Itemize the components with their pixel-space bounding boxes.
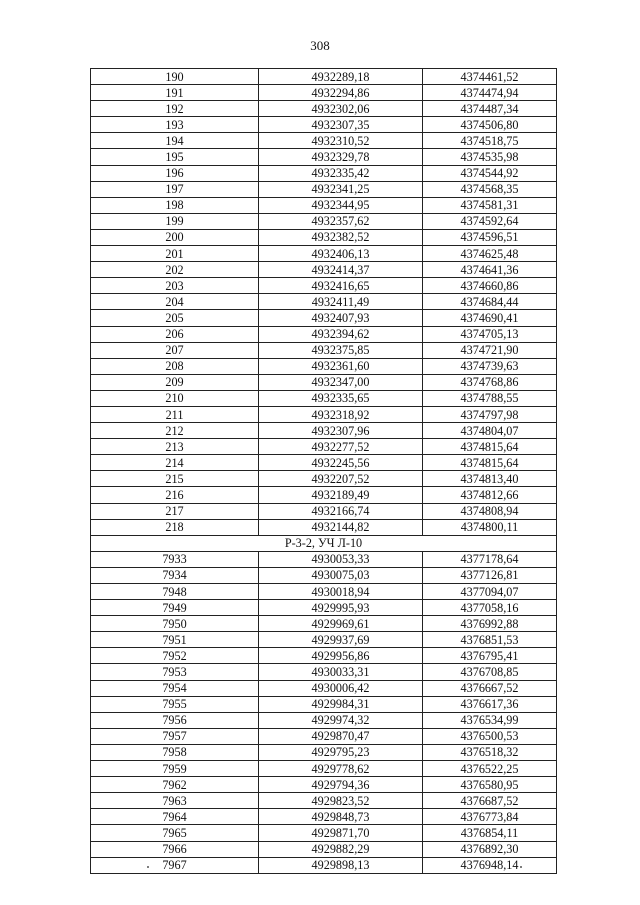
table-row (91, 439, 557, 455)
table-row (91, 149, 557, 165)
y-coordinate-cell: 4377126,81 (423, 567, 557, 583)
table-row (91, 519, 557, 535)
y-coordinate-cell: 4376992,88 (423, 616, 557, 632)
y-coordinate-cell: 4376708,85 (423, 664, 557, 680)
x-coordinate-cell: 4932207,52 (259, 471, 423, 487)
x-coordinate-cell: 4932329,78 (259, 149, 423, 165)
y-coordinate-cell: 4376851,53 (423, 632, 557, 648)
point-number-cell: 7934 (91, 567, 259, 583)
point-number-cell: 200 (91, 229, 259, 245)
y-coordinate-cell: 4376795,41 (423, 648, 557, 664)
point-number-cell: 7966 (91, 841, 259, 857)
y-coordinate-cell: 4374739,63 (423, 358, 557, 374)
x-coordinate-cell: 4929871,70 (259, 825, 423, 841)
x-coordinate-cell: 4929974,32 (259, 712, 423, 728)
point-number-cell: 216 (91, 487, 259, 503)
table-row (91, 181, 557, 197)
x-coordinate-cell: 4929995,93 (259, 600, 423, 616)
table-row (91, 632, 557, 648)
y-coordinate-cell: 4374487,34 (423, 101, 557, 117)
x-coordinate-cell: 4929984,31 (259, 696, 423, 712)
x-coordinate-cell: 4929969,61 (259, 616, 423, 632)
x-coordinate-cell: 4929870,47 (259, 728, 423, 744)
x-coordinate-cell: 4930033,31 (259, 664, 423, 680)
point-number-cell: 195 (91, 149, 259, 165)
y-coordinate-cell: 4374788,55 (423, 390, 557, 406)
y-coordinate-cell: 4374461,52 (423, 69, 557, 85)
x-coordinate-cell: 4932144,82 (259, 519, 423, 535)
table-row (91, 213, 557, 229)
table-row (91, 326, 557, 342)
table-row (91, 406, 557, 422)
y-coordinate-cell: 4374804,07 (423, 423, 557, 439)
y-coordinate-cell: 4376854,11 (423, 825, 557, 841)
table-row (91, 165, 557, 181)
section-title: Р-3-2, УЧ Л-10 (91, 535, 557, 551)
x-coordinate-cell: 4932406,13 (259, 246, 423, 262)
y-coordinate-cell: 4374568,35 (423, 181, 557, 197)
x-coordinate-cell: 4929937,69 (259, 632, 423, 648)
table-row (91, 696, 557, 712)
x-coordinate-cell: 4932335,65 (259, 390, 423, 406)
y-coordinate-cell: 4376580,95 (423, 777, 557, 793)
y-coordinate-cell: 4374690,41 (423, 310, 557, 326)
table-row (91, 197, 557, 213)
x-coordinate-cell: 4930053,33 (259, 551, 423, 567)
x-coordinate-cell: 4929848,73 (259, 809, 423, 825)
point-number-cell: 199 (91, 213, 259, 229)
table-row (91, 85, 557, 101)
table-row (91, 648, 557, 664)
y-coordinate-cell: 4374625,48 (423, 246, 557, 262)
x-coordinate-cell: 4932347,00 (259, 374, 423, 390)
y-coordinate-cell: 4374535,98 (423, 149, 557, 165)
point-number-cell: 211 (91, 406, 259, 422)
y-coordinate-cell: 4374800,11 (423, 519, 557, 535)
table-row (91, 390, 557, 406)
x-coordinate-cell: 4932245,56 (259, 455, 423, 471)
y-coordinate-cell: 4376667,52 (423, 680, 557, 696)
y-coordinate-cell: 4374684,44 (423, 294, 557, 310)
x-coordinate-cell: 4932302,06 (259, 101, 423, 117)
table-row (91, 487, 557, 503)
table-row (91, 728, 557, 744)
table-row (91, 600, 557, 616)
table-row (91, 294, 557, 310)
point-number-cell: 7964 (91, 809, 259, 825)
y-coordinate-cell: 4374596,51 (423, 229, 557, 245)
point-number-cell: 7933 (91, 551, 259, 567)
point-number-cell: 209 (91, 374, 259, 390)
table-row (91, 229, 557, 245)
table-row (91, 342, 557, 358)
y-coordinate-cell: 4374815,64 (423, 439, 557, 455)
x-coordinate-cell: 4932335,42 (259, 165, 423, 181)
x-coordinate-cell: 4929882,29 (259, 841, 423, 857)
point-number-cell: 7951 (91, 632, 259, 648)
y-coordinate-cell: 4376617,36 (423, 696, 557, 712)
y-coordinate-cell: 4377094,07 (423, 584, 557, 600)
table-row (91, 744, 557, 760)
point-number-cell: 192 (91, 101, 259, 117)
point-number-cell: 7963 (91, 793, 259, 809)
table-row (91, 551, 557, 567)
point-number-cell: 7950 (91, 616, 259, 632)
table-row (91, 133, 557, 149)
x-coordinate-cell: 4932411,49 (259, 294, 423, 310)
table-row (91, 246, 557, 262)
table-row (91, 761, 557, 777)
point-number-cell: 198 (91, 197, 259, 213)
table-row (91, 680, 557, 696)
y-coordinate-cell: 4377178,64 (423, 551, 557, 567)
x-coordinate-cell: 4930006,42 (259, 680, 423, 696)
table-row (91, 793, 557, 809)
point-number-cell: 193 (91, 117, 259, 133)
y-coordinate-cell: 4374506,80 (423, 117, 557, 133)
y-coordinate-cell: 4376518,32 (423, 744, 557, 760)
x-coordinate-cell: 4932394,62 (259, 326, 423, 342)
x-coordinate-cell: 4932289,18 (259, 69, 423, 85)
point-number-cell: 205 (91, 310, 259, 326)
table-row (91, 664, 557, 680)
y-coordinate-cell: 4374518,75 (423, 133, 557, 149)
x-coordinate-cell: 4930018,94 (259, 584, 423, 600)
coordinates-table-body (91, 69, 557, 874)
point-number-cell: 218 (91, 519, 259, 535)
table-row (91, 567, 557, 583)
point-number-cell: 203 (91, 278, 259, 294)
point-number-cell: 206 (91, 326, 259, 342)
table-row (91, 841, 557, 857)
x-coordinate-cell: 4932357,62 (259, 213, 423, 229)
y-coordinate-cell: 4374592,64 (423, 213, 557, 229)
y-coordinate-cell: 4376892,30 (423, 841, 557, 857)
x-coordinate-cell: 4932341,25 (259, 181, 423, 197)
x-coordinate-cell: 4932318,92 (259, 406, 423, 422)
y-coordinate-cell: 4374474,94 (423, 85, 557, 101)
point-number-cell: 7962 (91, 777, 259, 793)
y-coordinate-cell: 4374660,86 (423, 278, 557, 294)
point-number-cell: 7956 (91, 712, 259, 728)
point-number-cell: 196 (91, 165, 259, 181)
section-header-row (91, 535, 557, 551)
table-row (91, 455, 557, 471)
x-coordinate-cell: 4932166,74 (259, 503, 423, 519)
table-row (91, 423, 557, 439)
x-coordinate-cell: 4932414,37 (259, 262, 423, 278)
point-number-cell: 7949 (91, 600, 259, 616)
x-coordinate-cell: 4932307,96 (259, 423, 423, 439)
table-row (91, 712, 557, 728)
y-coordinate-cell: 4374768,86 (423, 374, 557, 390)
table-row (91, 503, 557, 519)
point-number-cell: 197 (91, 181, 259, 197)
table-row (91, 117, 557, 133)
table-row (91, 809, 557, 825)
scan-speck (147, 866, 149, 868)
table-row (91, 358, 557, 374)
point-number-cell: 213 (91, 439, 259, 455)
table-row (91, 777, 557, 793)
table-row (91, 857, 557, 873)
scan-speck (520, 866, 522, 868)
x-coordinate-cell: 4929898,13 (259, 857, 423, 873)
y-coordinate-cell: 4376773,84 (423, 809, 557, 825)
point-number-cell: 201 (91, 246, 259, 262)
y-coordinate-cell: 4376534,99 (423, 712, 557, 728)
table-row (91, 825, 557, 841)
y-coordinate-cell: 4376948,14 (423, 857, 557, 873)
table-row (91, 471, 557, 487)
point-number-cell: 215 (91, 471, 259, 487)
y-coordinate-cell: 4374815,64 (423, 455, 557, 471)
y-coordinate-cell: 4374812,66 (423, 487, 557, 503)
y-coordinate-cell: 4376522,25 (423, 761, 557, 777)
x-coordinate-cell: 4932307,35 (259, 117, 423, 133)
y-coordinate-cell: 4376687,52 (423, 793, 557, 809)
table-row (91, 101, 557, 117)
y-coordinate-cell: 4374813,40 (423, 471, 557, 487)
y-coordinate-cell: 4374797,98 (423, 406, 557, 422)
x-coordinate-cell: 4932189,49 (259, 487, 423, 503)
point-number-cell: 7958 (91, 744, 259, 760)
y-coordinate-cell: 4377058,16 (423, 600, 557, 616)
x-coordinate-cell: 4932310,52 (259, 133, 423, 149)
point-number-cell: 7954 (91, 680, 259, 696)
x-coordinate-cell: 4929823,52 (259, 793, 423, 809)
x-coordinate-cell: 4932375,85 (259, 342, 423, 358)
x-coordinate-cell: 4929778,62 (259, 761, 423, 777)
point-number-cell: 7965 (91, 825, 259, 841)
point-number-cell: 7955 (91, 696, 259, 712)
y-coordinate-cell: 4376500,53 (423, 728, 557, 744)
point-number-cell: 7948 (91, 584, 259, 600)
point-number-cell: 204 (91, 294, 259, 310)
table-row (91, 310, 557, 326)
y-coordinate-cell: 4374544,92 (423, 165, 557, 181)
x-coordinate-cell: 4932361,60 (259, 358, 423, 374)
point-number-cell: 217 (91, 503, 259, 519)
point-number-cell: 190 (91, 69, 259, 85)
table-row (91, 616, 557, 632)
point-number-cell: 7957 (91, 728, 259, 744)
point-number-cell: 7952 (91, 648, 259, 664)
point-number-cell: 7953 (91, 664, 259, 680)
point-number-cell: 208 (91, 358, 259, 374)
x-coordinate-cell: 4929795,23 (259, 744, 423, 760)
table-row (91, 262, 557, 278)
table-row (91, 278, 557, 294)
table-row (91, 69, 557, 85)
x-coordinate-cell: 4932277,52 (259, 439, 423, 455)
table-row (91, 374, 557, 390)
y-coordinate-cell: 4374721,90 (423, 342, 557, 358)
coordinates-table (90, 68, 557, 874)
x-coordinate-cell: 4932344,95 (259, 197, 423, 213)
page-number: 308 (310, 38, 330, 53)
point-number-cell: 191 (91, 85, 259, 101)
table-row (91, 584, 557, 600)
point-number-cell: 214 (91, 455, 259, 471)
point-number-cell: 212 (91, 423, 259, 439)
point-number-cell: 7959 (91, 761, 259, 777)
y-coordinate-cell: 4374581,31 (423, 197, 557, 213)
point-number-cell: 7967 (91, 857, 259, 873)
x-coordinate-cell: 4932294,86 (259, 85, 423, 101)
y-coordinate-cell: 4374808,94 (423, 503, 557, 519)
x-coordinate-cell: 4932382,52 (259, 229, 423, 245)
x-coordinate-cell: 4930075,03 (259, 567, 423, 583)
point-number-cell: 210 (91, 390, 259, 406)
point-number-cell: 207 (91, 342, 259, 358)
x-coordinate-cell: 4932407,93 (259, 310, 423, 326)
y-coordinate-cell: 4374641,36 (423, 262, 557, 278)
point-number-cell: 194 (91, 133, 259, 149)
point-number-cell: 202 (91, 262, 259, 278)
x-coordinate-cell: 4929794,36 (259, 777, 423, 793)
x-coordinate-cell: 4932416,65 (259, 278, 423, 294)
x-coordinate-cell: 4929956,86 (259, 648, 423, 664)
y-coordinate-cell: 4374705,13 (423, 326, 557, 342)
